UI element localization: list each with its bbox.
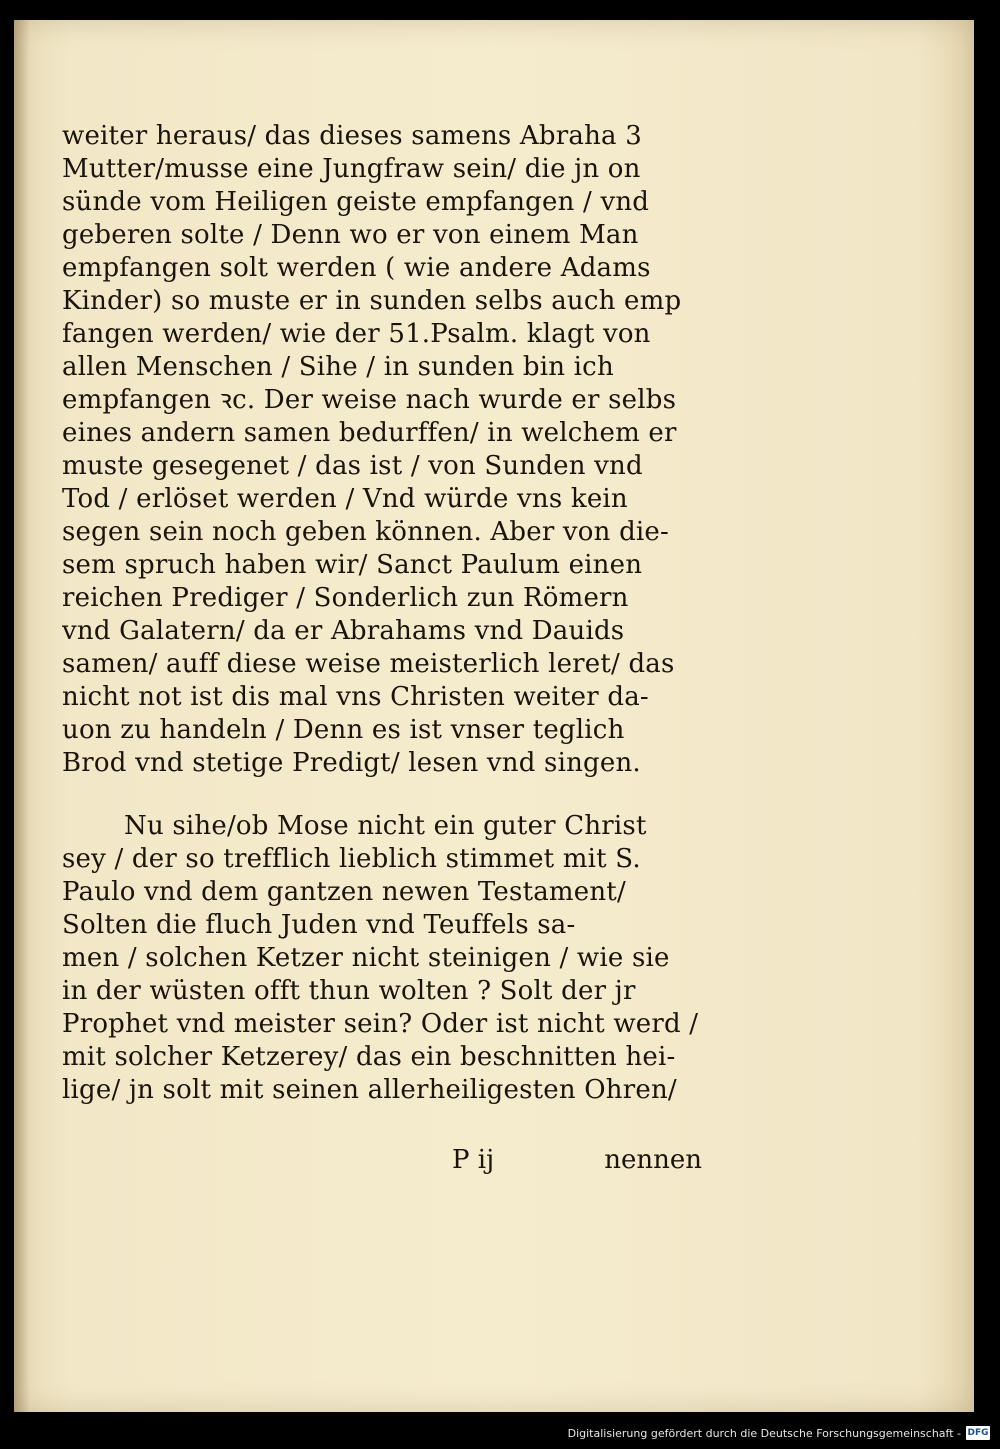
text-line: allen Menschen / Sihe / in sunden bin ich bbox=[62, 352, 614, 382]
text-line: muste gesegenet / das ist / von Sunden vnd bbox=[62, 451, 643, 481]
paragraph-gap bbox=[62, 780, 702, 810]
text-line: fangen werden/ wie der 51.Psalm. klagt von bbox=[62, 319, 651, 349]
book-page bbox=[14, 20, 974, 1412]
signature-mark: P ij bbox=[452, 1145, 495, 1175]
text-line: samen/ auff diese weise meisterlich leret/ das bbox=[62, 649, 675, 679]
text-line: Prophet vnd meister sein? Oder ist nicht werd / bbox=[62, 1009, 699, 1039]
text-line: segen sein noch geben können. Aber von die- bbox=[62, 517, 670, 547]
text-line: Solten die fluch Juden vnd Teuffels sa- bbox=[62, 910, 576, 940]
text-line: nicht not ist dis mal vns Christen weiter da- bbox=[62, 682, 649, 712]
footer-credit bbox=[568, 1423, 990, 1443]
text-line: empfangen ꝛc. Der weise nach wurde er selbs bbox=[62, 385, 677, 415]
gutter-shadow bbox=[14, 20, 30, 1412]
dfg-logo: DFG bbox=[967, 1428, 989, 1438]
paragraph-1 bbox=[62, 120, 702, 780]
text-line: vnd Galatern/ da er Abrahams vnd Dauids bbox=[62, 616, 625, 646]
text-line: geberen solte / Denn wo er von einem Man bbox=[62, 220, 639, 250]
text-line: Mutter/musse eine Jungfraw sein/ die jn on bbox=[62, 154, 641, 184]
text-line: sey / der so trefflich lieblich stimmet mit S. bbox=[62, 844, 641, 874]
text-line: mit solcher Ketzerey/ das ein beschnitten hei- bbox=[62, 1042, 676, 1072]
text-line: sem spruch haben wir/ Sanct Paulum einen bbox=[62, 550, 643, 580]
credit-text: Digitalisierung gefördert durch die Deutsche Forschungsgemeinschaft - bbox=[567, 1426, 961, 1440]
text-block bbox=[62, 120, 702, 1107]
signature-line bbox=[62, 1145, 702, 1181]
catchword: nennen bbox=[604, 1145, 702, 1175]
text-line: Tod / erlöset werden / Vnd würde vns kein bbox=[62, 484, 628, 514]
text-line: uon zu handeln / Denn es ist vnser teglich bbox=[62, 715, 625, 745]
text-line: eines andern samen bedurffen/ in welchem er bbox=[62, 418, 677, 448]
text-line: reichen Prediger / Sonderlich zun Römern bbox=[62, 583, 629, 613]
text-line: weiter heraus/ das dieses samens Abraha 3 bbox=[62, 121, 642, 151]
text-line: Brod vnd stetige Predigt/ lesen vnd singen. bbox=[62, 748, 641, 778]
text-line: Nu sihe/ob Mose nicht ein guter Christ bbox=[124, 811, 647, 841]
text-line: Kinder) so muste er in sunden selbs auch emp bbox=[62, 286, 682, 316]
text-line: sünde vom Heiligen geiste empfangen / vnd bbox=[62, 187, 650, 217]
text-line: lige/ jn solt mit seinen allerheiligesten Ohren/ bbox=[62, 1075, 677, 1105]
paragraph-2 bbox=[62, 810, 702, 1107]
text-line: Paulo vnd dem gantzen newen Testament/ bbox=[62, 877, 626, 907]
text-line: men / solchen Ketzer nicht steinigen / wie sie bbox=[62, 943, 670, 973]
text-line: empfangen solt werden ( wie andere Adams bbox=[62, 253, 651, 283]
text-line: in der wüsten offt thun wolten ? Solt der jr bbox=[62, 976, 636, 1006]
